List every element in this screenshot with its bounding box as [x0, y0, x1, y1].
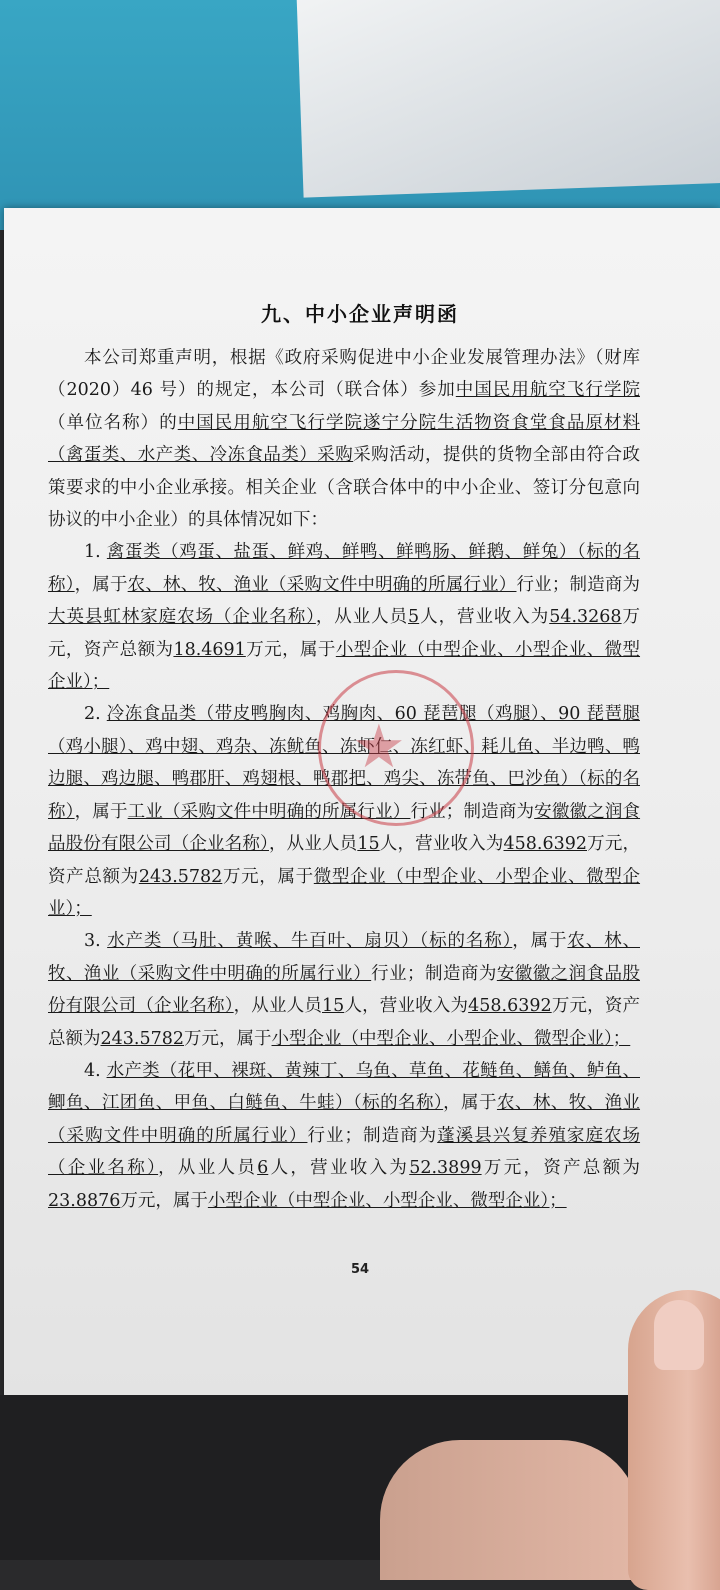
hand: [380, 1440, 640, 1580]
item-number: 1.: [84, 542, 101, 563]
item-text: 人，营业收入为: [344, 996, 469, 1017]
item-text: 万元，属于: [245, 639, 336, 660]
item-staff: 15: [357, 834, 380, 855]
item-text: 人，营业收入为: [379, 834, 504, 855]
item-text: 万元，属于: [184, 1028, 272, 1049]
item-assets: 18.4691: [173, 639, 246, 660]
item-assets: 243.5782: [138, 866, 223, 887]
item-text: 万元，资产总额为: [48, 996, 641, 1049]
item-enterprise-type: 小型企业（中型企业、小型企业、微型企业）；: [48, 639, 641, 693]
item-revenue: 52.3899: [409, 1158, 482, 1179]
item-text: ，属于: [74, 801, 128, 822]
item-goods: 禽蛋类（鸡蛋、盐蛋、鲜鸡、鲜鸭、鲜鸭肠、鲜鹅、鲜兔）（标的名称）: [48, 542, 640, 595]
background-document-stack: [297, 0, 720, 198]
intro-text-2: （单位名称）的: [48, 412, 178, 433]
item-staff: 15: [322, 996, 345, 1017]
item-text: 人，营业收入为: [419, 607, 550, 628]
intro-text-1: 本公司郑重声明，根据《政府采购促进中小企业发展管理办法》（财库（2020）46 号）的规定，本公司（联合体）参加: [48, 348, 640, 401]
item-enterprise-type: 微型企业（中型企业、小型企业、微型企业）；: [48, 866, 641, 919]
item-text: ，属于: [512, 931, 568, 952]
item-revenue: 458.6392: [468, 996, 552, 1017]
item-text: 人，营业收入为: [268, 1158, 410, 1179]
item-staff: 5: [408, 607, 420, 628]
item-text: 制造商为: [362, 1125, 438, 1146]
item-revenue: 54.3268: [549, 607, 622, 628]
intro-text-3: 采购活动，提供的货物全部由符合政策要求的中小企业承接。相关企业（含联合体中的中小企业、签订分包意向协议的中小企业）的具体情况如下：: [48, 445, 640, 531]
item-text: 制造商为: [569, 574, 641, 595]
item-goods: 冷冻食品类（带皮鸭胸肉、鸡胸肉、60 琵琶腿（鸡腿）、90 琵琶腿（鸡小腿）、鸡中翅、鸡杂、冻鱿鱼、冻虾仁、冻红虾、耗儿鱼、半边鸭、鸭边腿、鸡边腿、鸭郡肝、鸡翅根、鸭郡把、鸡尖、冻带鱼、巴沙鱼）（标的名称）: [48, 704, 640, 822]
item-text: ，属于: [443, 1093, 497, 1114]
item-assets: 243.5782: [100, 1028, 185, 1049]
item-text: 行业；: [371, 963, 425, 984]
item-text: 万元，属于: [120, 1190, 208, 1211]
item-goods: 水产类（马肚、黄喉、牛百叶、扇贝）（标的名称）: [107, 931, 513, 952]
item-number: 4.: [84, 1060, 101, 1081]
item-text: 万元，资产总额为: [48, 834, 641, 887]
project-name: 中国民用航空飞行学院遂宁分院生活物资食堂食品原材料（禽蛋类、水产类、冷冻食品类）采购: [48, 412, 641, 466]
item-number: 3.: [84, 931, 101, 952]
enterprise-item-4: [48, 1055, 640, 1217]
item-text: 制造商为: [424, 963, 497, 984]
item-goods: 水产类（花甲、裸斑、黄辣丁、乌鱼、草鱼、花鲢鱼、鳝鱼、鲈鱼、鲫鱼、江团鱼、甲鱼、白鲢鱼、牛蛙）（标的名称）: [48, 1060, 640, 1114]
purchaser-name: 中国民用航空飞行学院: [455, 380, 640, 401]
item-text: 行业；: [410, 801, 464, 822]
item-number: 2.: [84, 704, 101, 725]
item-text: 万元，属于: [222, 866, 314, 887]
item-text: 行业；: [307, 1125, 363, 1146]
item-text: 制造商为: [463, 801, 535, 822]
item-text: ，从业人员: [315, 607, 409, 628]
item-text: ，属于: [74, 574, 128, 595]
item-revenue: 458.6392: [503, 834, 588, 855]
item-industry: 农、林、牧、渔业（采购文件中明确的所属行业）: [48, 1093, 641, 1146]
item-enterprise-type: 小型企业（中型企业、小型企业、微型企业）；: [207, 1190, 567, 1211]
item-text: ，从业人员: [233, 996, 322, 1017]
intro-paragraph: [48, 342, 640, 536]
item-manufacturer: 大英县虹林家庭农场（企业名称）: [48, 607, 316, 628]
page-number: 54: [350, 1262, 370, 1277]
item-industry: 工业（采购文件中明确的所属行业）: [127, 801, 411, 822]
item-text: 行业；: [516, 574, 570, 595]
item-manufacturer: 蓬溪县兴复养殖家庭农场（企业名称）: [48, 1125, 641, 1179]
item-enterprise-type: 小型企业（中型企业、小型企业、微型企业）；: [271, 1028, 631, 1049]
item-staff: 6: [257, 1158, 269, 1179]
item-industry: 农、林、牧、渔业（采购文件中明确的所属行业）: [127, 574, 517, 595]
item-text: ，从业人员: [268, 834, 358, 855]
page-title: 九、中小企业声明函: [261, 302, 459, 326]
enterprise-item-1: [48, 536, 640, 698]
item-assets: 23.8876: [48, 1190, 121, 1211]
item-industry: 农、林、牧、渔业（采购文件中明确的所属行业）: [48, 931, 640, 984]
item-text: ，从业人员: [158, 1158, 258, 1179]
enterprise-item-3: [48, 925, 640, 1055]
item-manufacturer: 安徽徽之润食品股份有限公司（企业名称）: [48, 801, 641, 855]
item-text: 万元，资产总额为: [48, 607, 641, 660]
item-text: 万元，资产总额为: [481, 1158, 641, 1179]
thumb-nail: [654, 1300, 704, 1370]
item-manufacturer: 安徽徽之润食品股份有限公司（企业名称）: [48, 963, 640, 1017]
seal-star-icon: ★: [352, 712, 406, 782]
